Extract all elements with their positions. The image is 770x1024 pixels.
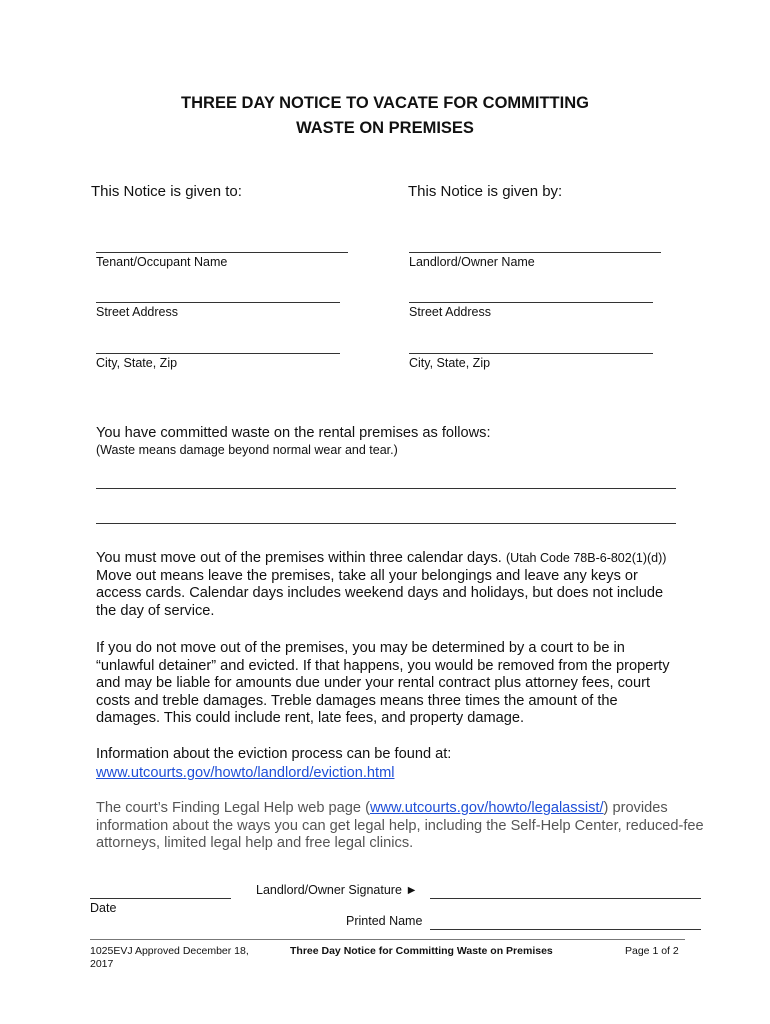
tenant-city-label: City, State, Zip: [96, 356, 178, 370]
waste-note: (Waste means damage beyond normal wear and tear.): [96, 443, 398, 457]
tenant-name-field[interactable]: [96, 252, 348, 253]
document-title-line-1: THREE DAY NOTICE TO VACATE FOR COMMITTING: [181, 94, 589, 112]
legal-help-text-start: The court’s Finding Legal Help web page (: [96, 800, 370, 816]
signature-field[interactable]: [430, 898, 701, 899]
waste-heading: You have committed waste on the rental premises as follows:: [96, 425, 491, 441]
signature-label: Landlord/Owner Signature ►: [256, 883, 418, 897]
date-field[interactable]: [90, 898, 231, 899]
document-title-line-2: WASTE ON PREMISES: [296, 119, 474, 137]
landlord-street-field[interactable]: [409, 302, 653, 303]
footer-divider: [90, 939, 685, 940]
landlord-street-label: Street Address: [409, 305, 491, 319]
eviction-info-text: Information about the eviction process can be found at:: [96, 746, 452, 762]
tenant-street-label: Street Address: [96, 305, 178, 319]
legal-help-text-end: ) provides information about the ways you can get legal help, including the Self-Help Center, reduced-fee attorneys, limited legal help and free legal clinics.: [96, 800, 704, 851]
legal-help-paragraph: [96, 800, 711, 853]
eviction-info-link[interactable]: www.utcourts.gov/howto/landlord/eviction.html: [96, 765, 395, 781]
landlord-city-label: City, State, Zip: [409, 356, 491, 370]
move-out-lead: You must move out of the premises within three calendar days.: [96, 550, 502, 566]
waste-description-line-1[interactable]: [96, 488, 676, 489]
landlord-city-field[interactable]: [409, 353, 653, 354]
landlord-name-label: Landlord/Owner Name: [409, 255, 535, 269]
footer-page-number: Page 1 of 2: [625, 945, 679, 957]
move-out-details: Move out means leave the premises, take all your belongings and leave any keys or access cards. Calendar days includes weekend days and holidays, but does not include the day of service.: [96, 567, 664, 619]
waste-description-line-2[interactable]: [96, 523, 676, 524]
tenant-name-label: Tenant/Occupant Name: [96, 255, 228, 269]
move-out-paragraph: [96, 550, 671, 620]
date-label: Date: [90, 901, 117, 915]
given-by-heading: This Notice is given by:: [408, 183, 563, 200]
legal-help-link[interactable]: www.utcourts.gov/howto/legalassist/: [369, 800, 604, 816]
landlord-name-field[interactable]: [409, 252, 661, 253]
footer-form-title: Three Day Notice for Committing Waste on Premises: [290, 945, 553, 957]
printed-name-label: Printed Name: [346, 914, 423, 928]
tenant-city-field[interactable]: [96, 353, 340, 354]
printed-name-field[interactable]: [430, 929, 701, 930]
utah-code-reference: (Utah Code 78B-6-802(1)(d)): [505, 551, 667, 565]
tenant-street-field[interactable]: [96, 302, 340, 303]
unlawful-detainer-paragraph: If you do not move out of the premises, you may be determined by a court to be in “unlawful detainer” and evicted. If that happens, you would be removed from the property and may be liable for amounts due under your rental contract plus attorney fees, court costs and treble damages. Treble damages means three times the amount of the damages. This could include rent, late fees, and property damage.: [96, 640, 670, 726]
footer-form-id: 1025EVJ Approved December 18, 2017: [90, 945, 249, 970]
given-to-heading: This Notice is given to:: [91, 183, 242, 200]
